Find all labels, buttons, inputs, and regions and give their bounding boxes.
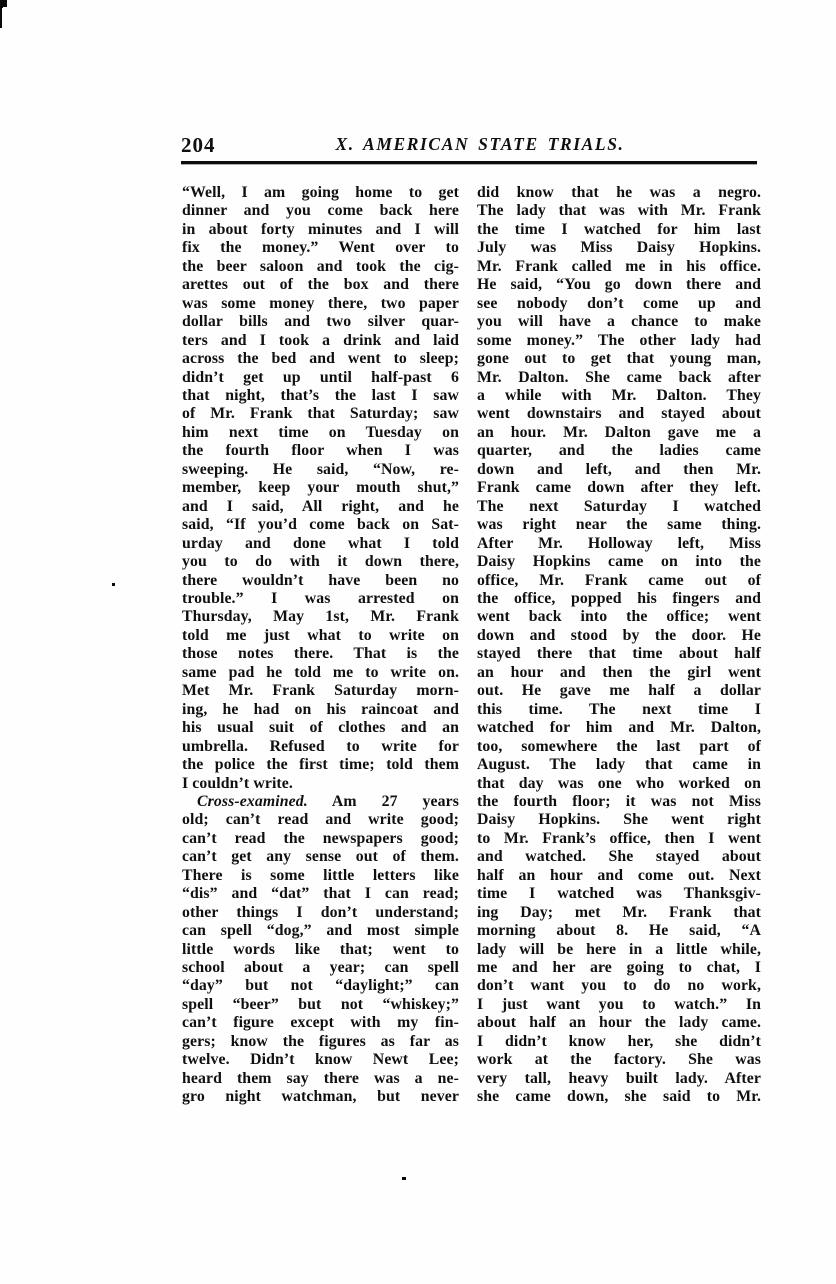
text-line: out. He gave me half a dollar xyxy=(477,682,761,700)
text-line: to Mr. Frank’s office, then I went xyxy=(477,829,761,847)
text-line: said, “If you’d come back on Sat- xyxy=(182,516,459,534)
text-line: that day was one who worked on xyxy=(477,774,761,792)
text-line: can’t read the newspapers good; xyxy=(182,829,459,847)
text-line: I just want you to watch.” In xyxy=(477,995,761,1013)
text-line: there wouldn’t have been no xyxy=(182,571,459,589)
scan-artifact xyxy=(0,0,3,5)
text-line: dinner and you come back here xyxy=(182,202,459,220)
running-head-title: X. AMERICAN STATE TRIALS. xyxy=(335,134,625,154)
page-number: 204 xyxy=(181,133,216,157)
scan-artifact xyxy=(112,583,115,586)
text-column-right xyxy=(477,184,761,1107)
text-line: Daisy Hopkins. She went right xyxy=(477,811,761,829)
text-line: sweeping. He said, “Now, re- xyxy=(182,460,459,478)
text-line: Frank came down after they left. xyxy=(477,479,761,497)
text-line: and watched. She stayed about xyxy=(477,848,761,866)
text-line: the beer saloon and took the cig- xyxy=(182,257,459,275)
scan-artifact xyxy=(402,1177,406,1180)
italic-phrase: Cross-examined. xyxy=(197,792,308,810)
text-line: “Well, I am going home to get xyxy=(182,184,459,201)
text-line: quarter, and the ladies came xyxy=(477,442,761,460)
text-line: I didn’t know her, she didn’t xyxy=(477,1032,761,1050)
text-line: those notes there. That is the xyxy=(182,645,459,663)
text-line: ing, he had on his raincoat and xyxy=(182,700,459,718)
text-line: the time I watched for him last xyxy=(477,220,761,238)
text-line: a while with Mr. Dalton. They xyxy=(477,386,761,404)
text-line: old; can’t read and write good; xyxy=(182,811,459,829)
text-line: trouble.” I was arrested on xyxy=(182,589,459,607)
text-line: him next time on Tuesday on xyxy=(182,423,459,441)
text-line: fix the money.” Went over to xyxy=(182,239,459,257)
text-line: July was Miss Daisy Hopkins. xyxy=(477,239,761,257)
text-line: this time. The next time I xyxy=(477,700,761,718)
text-line: gone out to get that young man, xyxy=(477,350,761,368)
text-line: down and left, and then Mr. xyxy=(477,460,761,478)
text-line: of Mr. Frank that Saturday; saw xyxy=(182,405,459,423)
text-line: did know that he was a negro. xyxy=(477,184,761,201)
text-line: August. The lady that came in xyxy=(477,756,761,774)
text-line: some money.” The other lady had xyxy=(477,331,761,349)
text-line: There is some little letters like xyxy=(182,866,459,884)
text-line: ing Day; met Mr. Frank that xyxy=(477,903,761,921)
text-line: you will have a chance to make xyxy=(477,313,761,331)
text-line: and I said, All right, and he xyxy=(182,497,459,515)
text-column-left xyxy=(182,184,459,1107)
text-line: After Mr. Holloway left, Miss xyxy=(477,534,761,552)
text-line: didn’t get up until half-past 6 xyxy=(182,368,459,386)
text-line: urday and done what I told xyxy=(182,534,459,552)
text-line: went downstairs and stayed about xyxy=(477,405,761,423)
text-line: can spell “dog,” and most simple xyxy=(182,922,459,940)
text-line: little words like that; went to xyxy=(182,940,459,958)
text-line: I couldn’t write. xyxy=(182,774,293,792)
text-line: too, somewhere the last part of xyxy=(477,737,761,755)
text-line: the office, popped his fingers and xyxy=(477,589,761,607)
text-line: she came down, she said to Mr. xyxy=(477,1088,761,1106)
text-line: that night, that’s the last I saw xyxy=(182,386,459,404)
text-line: don’t want you to do no work, xyxy=(477,977,761,995)
text-line: He said, “You go down there and xyxy=(477,276,761,294)
text-line: dollar bills and two silver quar- xyxy=(182,313,459,331)
text-line: an hour. Mr. Dalton gave me a xyxy=(477,423,761,441)
text-line: very tall, heavy built lady. After xyxy=(477,1069,761,1087)
text-line: morning about 8. He said, “A xyxy=(477,922,761,940)
text-line: went back into the office; went xyxy=(477,608,761,626)
text-line: ters and I took a drink and laid xyxy=(182,331,459,349)
text-line: stayed there that time about half xyxy=(477,645,761,663)
text-line: told me just what to write on xyxy=(182,626,459,644)
text-line: was some money there, two paper xyxy=(182,294,459,312)
text-line: The lady that was with Mr. Frank xyxy=(477,202,761,220)
text-line: “day” but not “daylight;” can xyxy=(182,977,459,995)
text-line: time I watched was Thanksgiv- xyxy=(477,885,761,903)
text-line: lady will be here in a little while, xyxy=(477,940,761,958)
text-line: work at the factory. She was xyxy=(477,1051,761,1069)
text-line: same pad he told me to write on. xyxy=(182,663,459,681)
text-line: watched for him and Mr. Dalton, xyxy=(477,719,761,737)
text-line: you to do with it down there, xyxy=(182,553,459,571)
text-line: arettes out of the box and there xyxy=(182,276,459,294)
text-line: about half an hour the lady came. xyxy=(477,1014,761,1032)
text-line: his usual suit of clothes and an xyxy=(182,719,459,737)
text-line: me and her are going to chat, I xyxy=(477,959,761,977)
text-line: school about a year; can spell xyxy=(182,959,459,977)
text-line: Mr. Frank called me in his office. xyxy=(477,257,761,275)
text-line: spell “beer” but not “whiskey;” xyxy=(182,995,459,1013)
text-line: the police the first time; told them xyxy=(182,756,459,774)
text-line: The next Saturday I watched xyxy=(477,497,761,515)
text-line: heard them say there was a ne- xyxy=(182,1069,459,1087)
text-line: Thursday, May 1st, Mr. Frank xyxy=(182,608,459,626)
text-line: umbrella. Refused to write for xyxy=(182,737,459,755)
text-line: in about forty minutes and I will xyxy=(182,220,459,238)
text-line: was right near the same thing. xyxy=(477,516,761,534)
text-line: other things I don’t understand; xyxy=(182,903,459,921)
text-line: member, keep your mouth shut,” xyxy=(182,479,459,497)
text-line: down and stood by the door. He xyxy=(477,626,761,644)
text-line: gro night watchman, but never xyxy=(182,1088,459,1106)
text-line: see nobody don’t come up and xyxy=(477,294,761,312)
text-line: twelve. Didn’t know Newt Lee; xyxy=(182,1051,459,1069)
text-line: office, Mr. Frank came out of xyxy=(477,571,761,589)
text-line: Cross-examined. Am 27 years xyxy=(197,792,459,810)
text-line: Daisy Hopkins came on into the xyxy=(477,553,761,571)
text-line: the fourth floor when I was xyxy=(182,442,459,460)
text-line: Met Mr. Frank Saturday morn- xyxy=(182,682,459,700)
text-line: gers; know the figures as far as xyxy=(182,1032,459,1050)
text-line: an hour and then the girl went xyxy=(477,663,761,681)
text-line: across the bed and went to sleep; xyxy=(182,350,459,368)
header-rule xyxy=(181,161,757,164)
text-line: Mr. Dalton. She came back after xyxy=(477,368,761,386)
text-line: can’t figure except with my fin- xyxy=(182,1014,459,1032)
text-line: half an hour and come out. Next xyxy=(477,866,761,884)
text-line: “dis” and “dat” that I can read; xyxy=(182,885,459,903)
text-line: can’t get any sense out of them. xyxy=(182,848,459,866)
text-line: the fourth floor; it was not Miss xyxy=(477,792,761,810)
